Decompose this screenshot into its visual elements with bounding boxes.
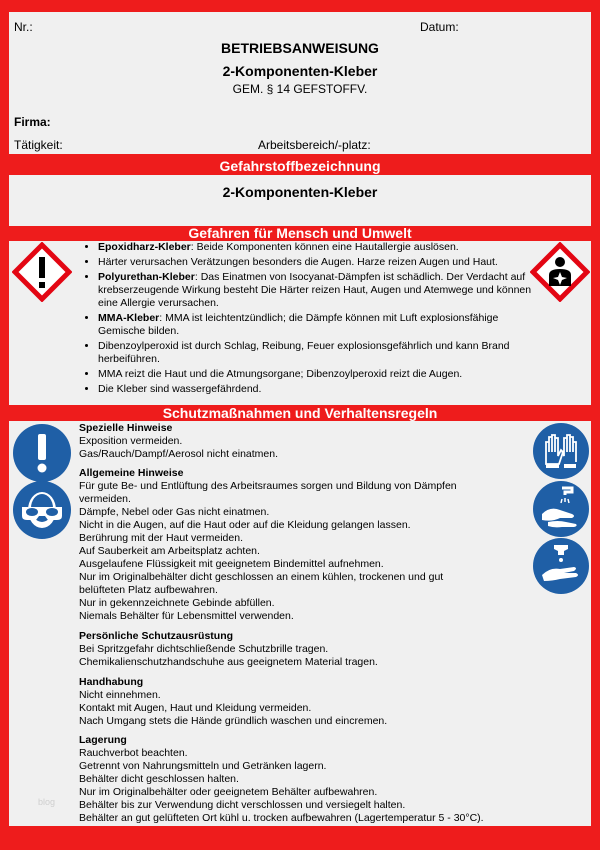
lagerung-line: Behälter bis zur Verwendung dicht verschlossen und versiegelt halten. [79,799,406,811]
hazard-list [80,241,548,398]
hazard-item: • Polyurethan-Kleber: Das Einatmen von Isocyanat-Dämpfen ist schädlich. Der Verdacht auf krebserzeugende Wirkung besteht Die Härter reizen Haut, Augen und Atemwege und können eine Allergie verursachen. [98,271,548,310]
spezielle-line: Gas/Rauch/Dampf/Aerosol nicht einatmen. [79,448,279,460]
substance-name: 2-Komponenten-Kleber [222,184,378,200]
handhabung [79,676,387,728]
allgemeine-line: Nur im Originalbehälter dicht geschlossen an einem kühlen, trockenen und gut [79,571,444,583]
allgemeine-line: Nicht in die Augen, auf die Haut oder auf die Kleidung gelangen lassen. [79,519,411,531]
document-title: BETRIEBSANWEISUNG [221,40,379,56]
lagerung [79,734,484,825]
persoenliche-heading: Persönliche Schutzausrüstung [79,630,234,642]
substance-panel [9,175,591,226]
hazard-item: • MMA reizt die Haut und die Atmungsorgane; Dibenzoylperoxid reizt die Augen. [98,368,548,381]
lagerung-line: Rauchverbot beachten. [79,747,188,759]
section-gefahrstoff-title: Gefahrstoffbezeichnung [219,158,381,174]
spezielle-hinweise [79,422,278,461]
hazard-item: • Härter verursachen Verätzungen besonders die Augen. Harze reizen Augen und Haut. [98,256,548,269]
allgemeine-line: Für gute Be- und Entlüftung des Arbeitsraumes sorgen und Bildung von Dämpfen [79,480,457,492]
allgemeine-line: Berührung mit der Haut vermeiden. [79,532,243,544]
header-product-name: 2-Komponenten-Kleber [222,63,378,79]
persoenliche-line: Bei Spritzgefahr dichtschließende Schutzbrille tragen. [79,643,329,655]
section-gefahren-title: Gefahren für Mensch und Umwelt [188,225,412,241]
hazard-item: • Die Kleber sind wassergefährdend. [98,383,548,396]
hazard-item: • MMA-Kleber: MMA ist leichtentzündlich; die Dämpfe können mit Luft explosionsfähige Gemische bilden. [98,312,548,338]
lagerung-line: Behälter an gut gelüfteten Ort kühl u. trocken aufbewahren (Lagertemperatur 5 - 30°C). [79,812,484,824]
allgemeine-line: Niemals Behälter für Lebensmittel verwenden. [79,610,294,622]
datum-label: Datum: [420,20,459,34]
skin-protection-icon [532,537,590,595]
hand-washing-icon [532,480,590,538]
allgemeine-line: Auf Sauberkeit am Arbeitsplatz achten. [79,545,260,557]
watermark: blog [38,797,56,807]
handhabung-line: Nach Umgang stets die Hände gründlich waschen und eincremen. [79,715,388,727]
regulation-reference: GEM. § 14 GEFSTOFFV. [232,82,368,96]
lagerung-heading: Lagerung [79,734,127,746]
general-mandatory-icon [12,423,72,483]
allgemeine-heading: Allgemeine Hinweise [79,467,184,479]
handhabung-line: Nicht einnehmen. [79,689,161,701]
allgemeine-line: belüfteten Platz aufbewahren. [79,584,218,596]
eye-protection-icon [12,480,72,540]
allgemeine-hinweise [79,467,457,623]
allgemeine-line: Dämpfe, Nebel oder Gas nicht einatmen. [79,506,270,518]
hazard-item: • Epoxidharz-Kleber: Beide Komponenten können eine Hautallergie auslösen. [98,241,548,254]
spezielle-line: Exposition vermeiden. [79,435,183,447]
lagerung-line: Nur im Originalbehälter oder geeignetem Behälter aufbewahren. [79,786,378,798]
persoenliche-schutzausruestung [79,630,378,669]
allgemeine-line: vermeiden. [79,493,131,505]
handhabung-line: Kontakt mit Augen, Haut und Kleidung vermeiden. [79,702,312,714]
gloves-mandatory-icon [532,422,590,480]
lagerung-line: Behälter dicht geschlossen halten. [79,773,239,785]
exclamation-hazard-icon [12,242,72,302]
lagerung-line: Getrennt von Nahrungsmitteln und Getränken lagern. [79,760,327,772]
handhabung-heading: Handhabung [79,676,144,688]
arbeitsbereich-label: Arbeitsbereich/-platz: [258,138,371,152]
allgemeine-line: Ausgelaufene Flüssigkeit mit geeignetem Bindemittel aufnehmen. [79,558,384,570]
persoenliche-line: Chemikalienschutzhandschuhe aus geeignetem Material tragen. [79,656,378,668]
nr-label: Nr.: [14,20,33,34]
firma-label: Firma: [14,115,51,129]
allgemeine-line: Nur in gekennzeichnete Gebinde abfüllen. [79,597,275,609]
section-schutz-title: Schutzmaßnahmen und Verhaltensregeln [162,405,438,421]
taetigkeit-label: Tätigkeit: [14,138,63,152]
spezielle-heading: Spezielle Hinweise [79,422,173,434]
hazard-item: • Dibenzoylperoxid ist durch Schlag, Reibung, Feuer explosionsgefährlich und kann Brand herbeiführen. [98,340,548,366]
